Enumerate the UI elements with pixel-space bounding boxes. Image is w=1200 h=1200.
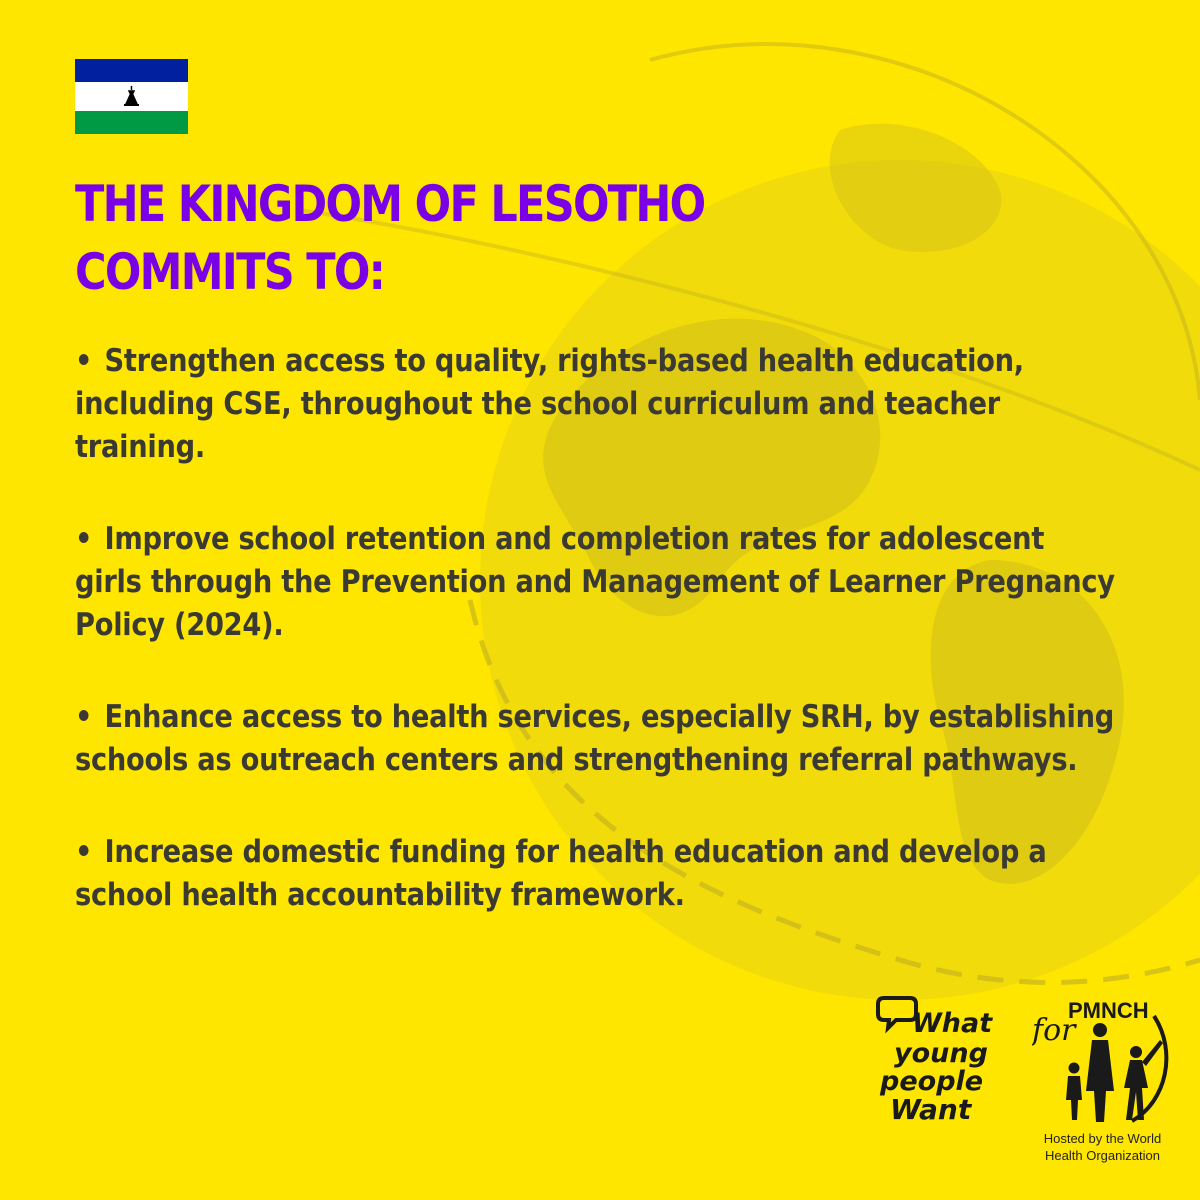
- title-line-2: COMMITS TO:: [75, 243, 385, 301]
- pmnch-name-text: PMNCH: [1068, 998, 1149, 1023]
- pmnch-logo: [1032, 996, 1172, 1126]
- bullet: •: [75, 521, 93, 557]
- ywp-line-1: What: [912, 1008, 993, 1039]
- commitment-text: Increase domestic funding for health education and develop a school health accountability framework.: [75, 834, 1047, 913]
- hosted-line-2: Health Organization: [1045, 1148, 1160, 1163]
- commitment-item: [75, 518, 1118, 647]
- commitment-item: [75, 340, 1118, 469]
- commitment-item: [75, 696, 1118, 782]
- commitment-item: [75, 831, 1118, 917]
- title-line-1: THE KINGDOM OF LESOTHO: [75, 175, 705, 233]
- bullet: •: [75, 834, 93, 870]
- hosted-by-who-caption: [1030, 1130, 1175, 1164]
- commitment-text: Strengthen access to quality, rights-based health education, including CSE, throughout the school curriculum and teacher training.: [75, 343, 1024, 465]
- commitment-text: Enhance access to health services, especially SRH, by establishing schools as outreach centers and strengthening referral pathways.: [75, 699, 1115, 778]
- bullet: •: [75, 343, 93, 379]
- what-young-people-want-logo: [876, 992, 1021, 1127]
- page-title: [75, 170, 935, 306]
- ywp-line-3: people: [880, 1066, 984, 1097]
- ywp-line-4: Want: [890, 1093, 972, 1126]
- commitments-list: [75, 340, 1118, 966]
- commitment-text: Improve school retention and completion rates for adolescent girls through the Prevention and Management of Learner Pregnancy Policy (2024).: [75, 521, 1115, 643]
- pmnch-for-text: for: [1032, 1013, 1076, 1048]
- hosted-line-1: Hosted by the World: [1043, 1131, 1162, 1146]
- lesotho-flag-icon: [75, 59, 188, 134]
- ywp-line-2: young: [894, 1038, 988, 1069]
- bullet: •: [75, 699, 93, 735]
- speech-bubble-icon: [878, 998, 916, 1028]
